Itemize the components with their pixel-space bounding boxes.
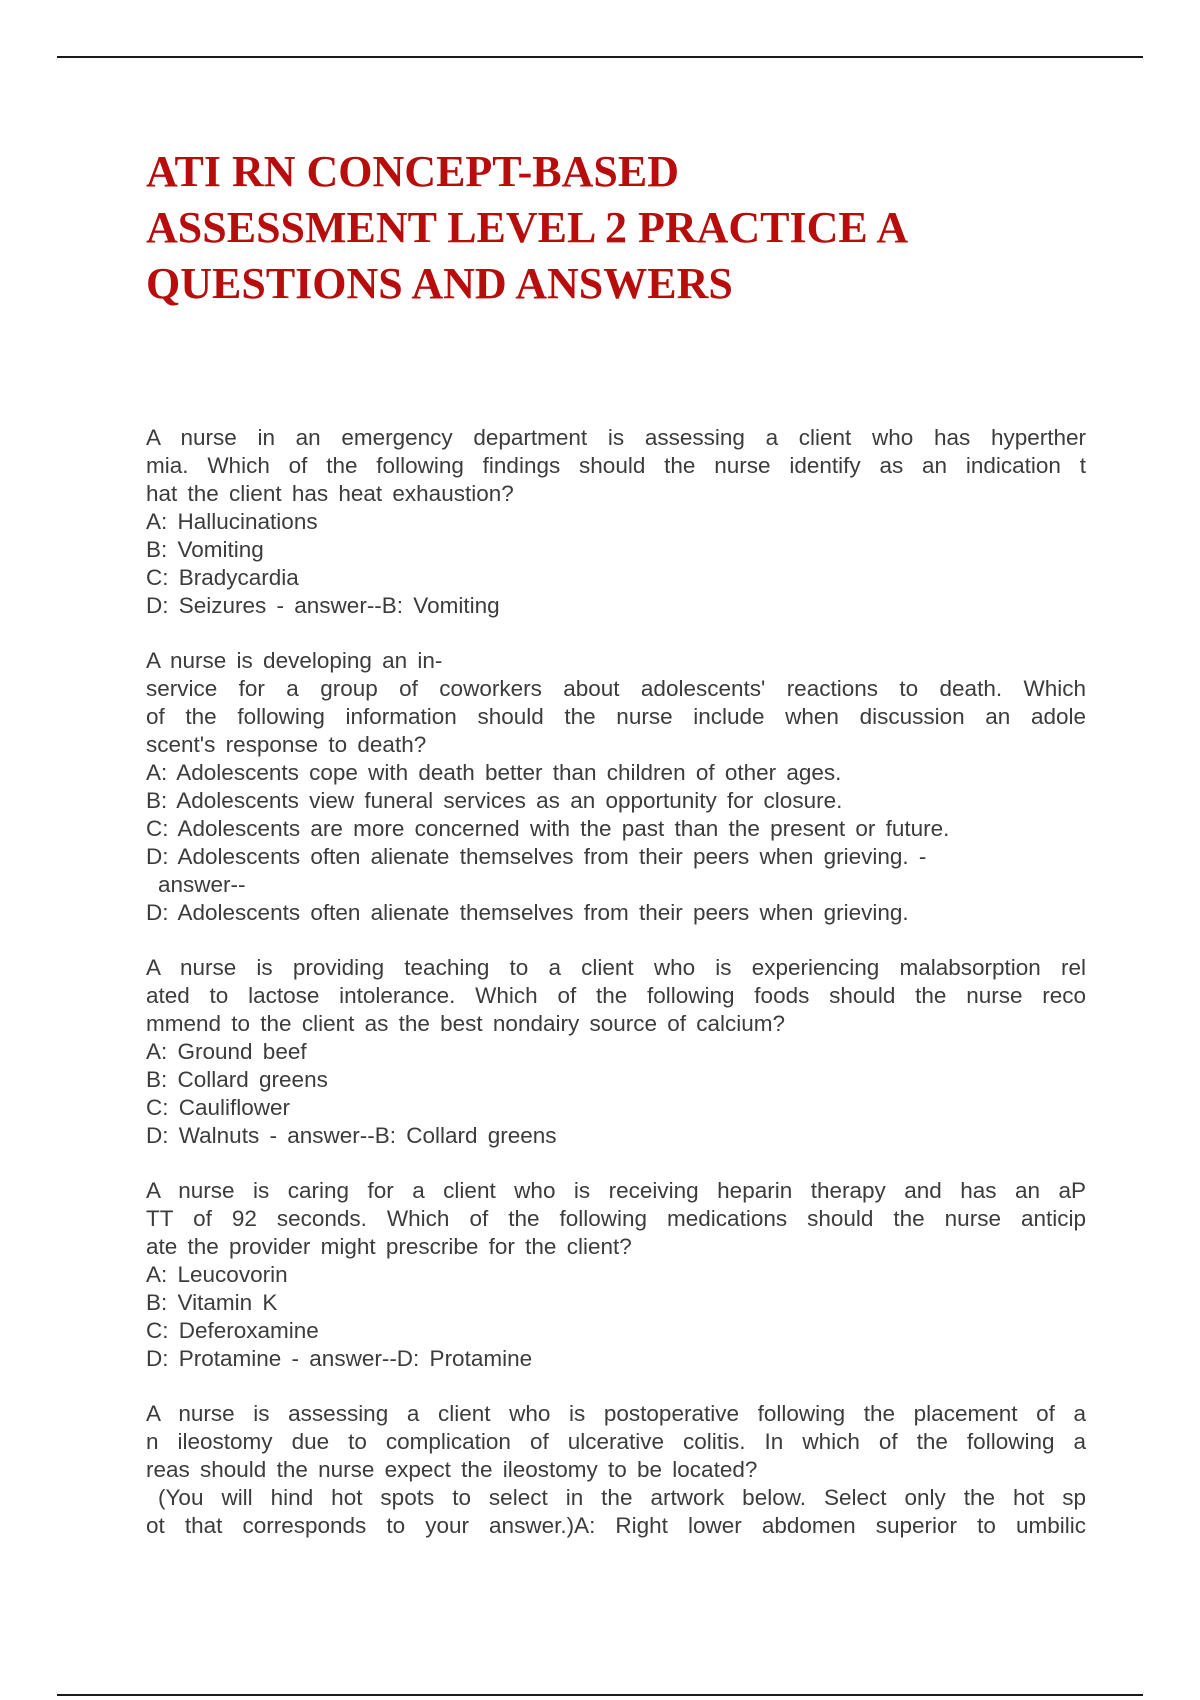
question-stem-line: n ileostomy due to complication of ulcerative colitis. In which of the following a: [146, 1429, 1086, 1454]
question-stem-line: ated to lactose intolerance. Which of the following foods should the nurse reco: [146, 983, 1086, 1008]
answer-option: A: Ground beef: [146, 1039, 307, 1064]
question-stem-line: A nurse is providing teaching to a client who is experiencing malabsorption rel: [146, 955, 1086, 980]
question-stem-line: scent's response to death?: [146, 732, 427, 757]
question-stem-line: mmend to the client as the best nondairy source of calcium?: [146, 1011, 786, 1036]
question-block: [146, 1400, 1086, 1540]
question-stem-line: A nurse is assessing a client who is postoperative following the placement of a: [146, 1401, 1086, 1426]
question-block: [146, 1177, 1086, 1373]
question-list: [146, 424, 1086, 1567]
answer-option: A: Leucovorin: [146, 1262, 288, 1287]
answer-option: D: Adolescents often alienate themselves from their peers when grieving. -: [146, 844, 927, 869]
answer-option: C: Adolescents are more concerned with the past than the present or future.: [146, 816, 950, 841]
question-stem-line: ate the provider might prescribe for the client?: [146, 1234, 632, 1259]
document-title: [146, 144, 1106, 312]
question-stem-line: A nurse is caring for a client who is receiving heparin therapy and has an aP: [146, 1178, 1086, 1203]
answer-key-line: D: Adolescents often alienate themselves from their peers when grieving.: [146, 900, 909, 925]
answer-option: A: Adolescents cope with death better than children of other ages.: [146, 760, 842, 785]
question-block: [146, 647, 1086, 927]
question-stem-line: mia. Which of the following findings should the nurse identify as an indication t: [146, 453, 1086, 478]
question-stem-line: A nurse in an emergency department is assessing a client who has hyperther: [146, 425, 1086, 450]
question-stem-line: A nurse is developing an in-: [146, 648, 443, 673]
top-rule: [57, 56, 1143, 58]
answer-option: B: Adolescents view funeral services as an opportunity for closure.: [146, 788, 843, 813]
question-stem-line: ot that corresponds to your answer.)A: Right lower abdomen superior to umbilic: [146, 1513, 1086, 1538]
answer-key-label: answer--: [158, 872, 246, 897]
answer-option: C: Deferoxamine: [146, 1318, 319, 1343]
answer-option: B: Vomiting: [146, 537, 264, 562]
answer-key-line: D: Protamine - answer--D: Protamine: [146, 1346, 533, 1371]
bottom-rule: [57, 1694, 1143, 1696]
answer-option: B: Vitamin K: [146, 1290, 278, 1315]
answer-key-line: D: Seizures - answer--B: Vomiting: [146, 593, 500, 618]
answer-option: B: Collard greens: [146, 1067, 328, 1092]
question-stem-line: TT of 92 seconds. Which of the following medications should the nurse anticip: [146, 1206, 1086, 1231]
question-stem-line: reas should the nurse expect the ileostomy to be located?: [146, 1457, 758, 1482]
answer-option: C: Cauliflower: [146, 1095, 291, 1120]
answer-option: C: Bradycardia: [146, 565, 299, 590]
title-line: ATI RN CONCEPT-BASED: [146, 147, 679, 196]
title-line: ASSESSMENT LEVEL 2 PRACTICE A: [146, 203, 909, 252]
question-stem-line: hat the client has heat exhaustion?: [146, 481, 514, 506]
question-block: [146, 424, 1086, 620]
title-line: QUESTIONS AND ANSWERS: [146, 259, 733, 308]
question-stem-line: (You will hind hot spots to select in the artwork below. Select only the hot sp: [158, 1485, 1086, 1510]
answer-key-line: D: Walnuts - answer--B: Collard greens: [146, 1123, 557, 1148]
question-stem-line: of the following information should the nurse include when discussion an adole: [146, 704, 1086, 729]
question-block: [146, 954, 1086, 1150]
answer-option: A: Hallucinations: [146, 509, 318, 534]
question-stem-line: service for a group of coworkers about adolescents' reactions to death. Which: [146, 676, 1086, 701]
